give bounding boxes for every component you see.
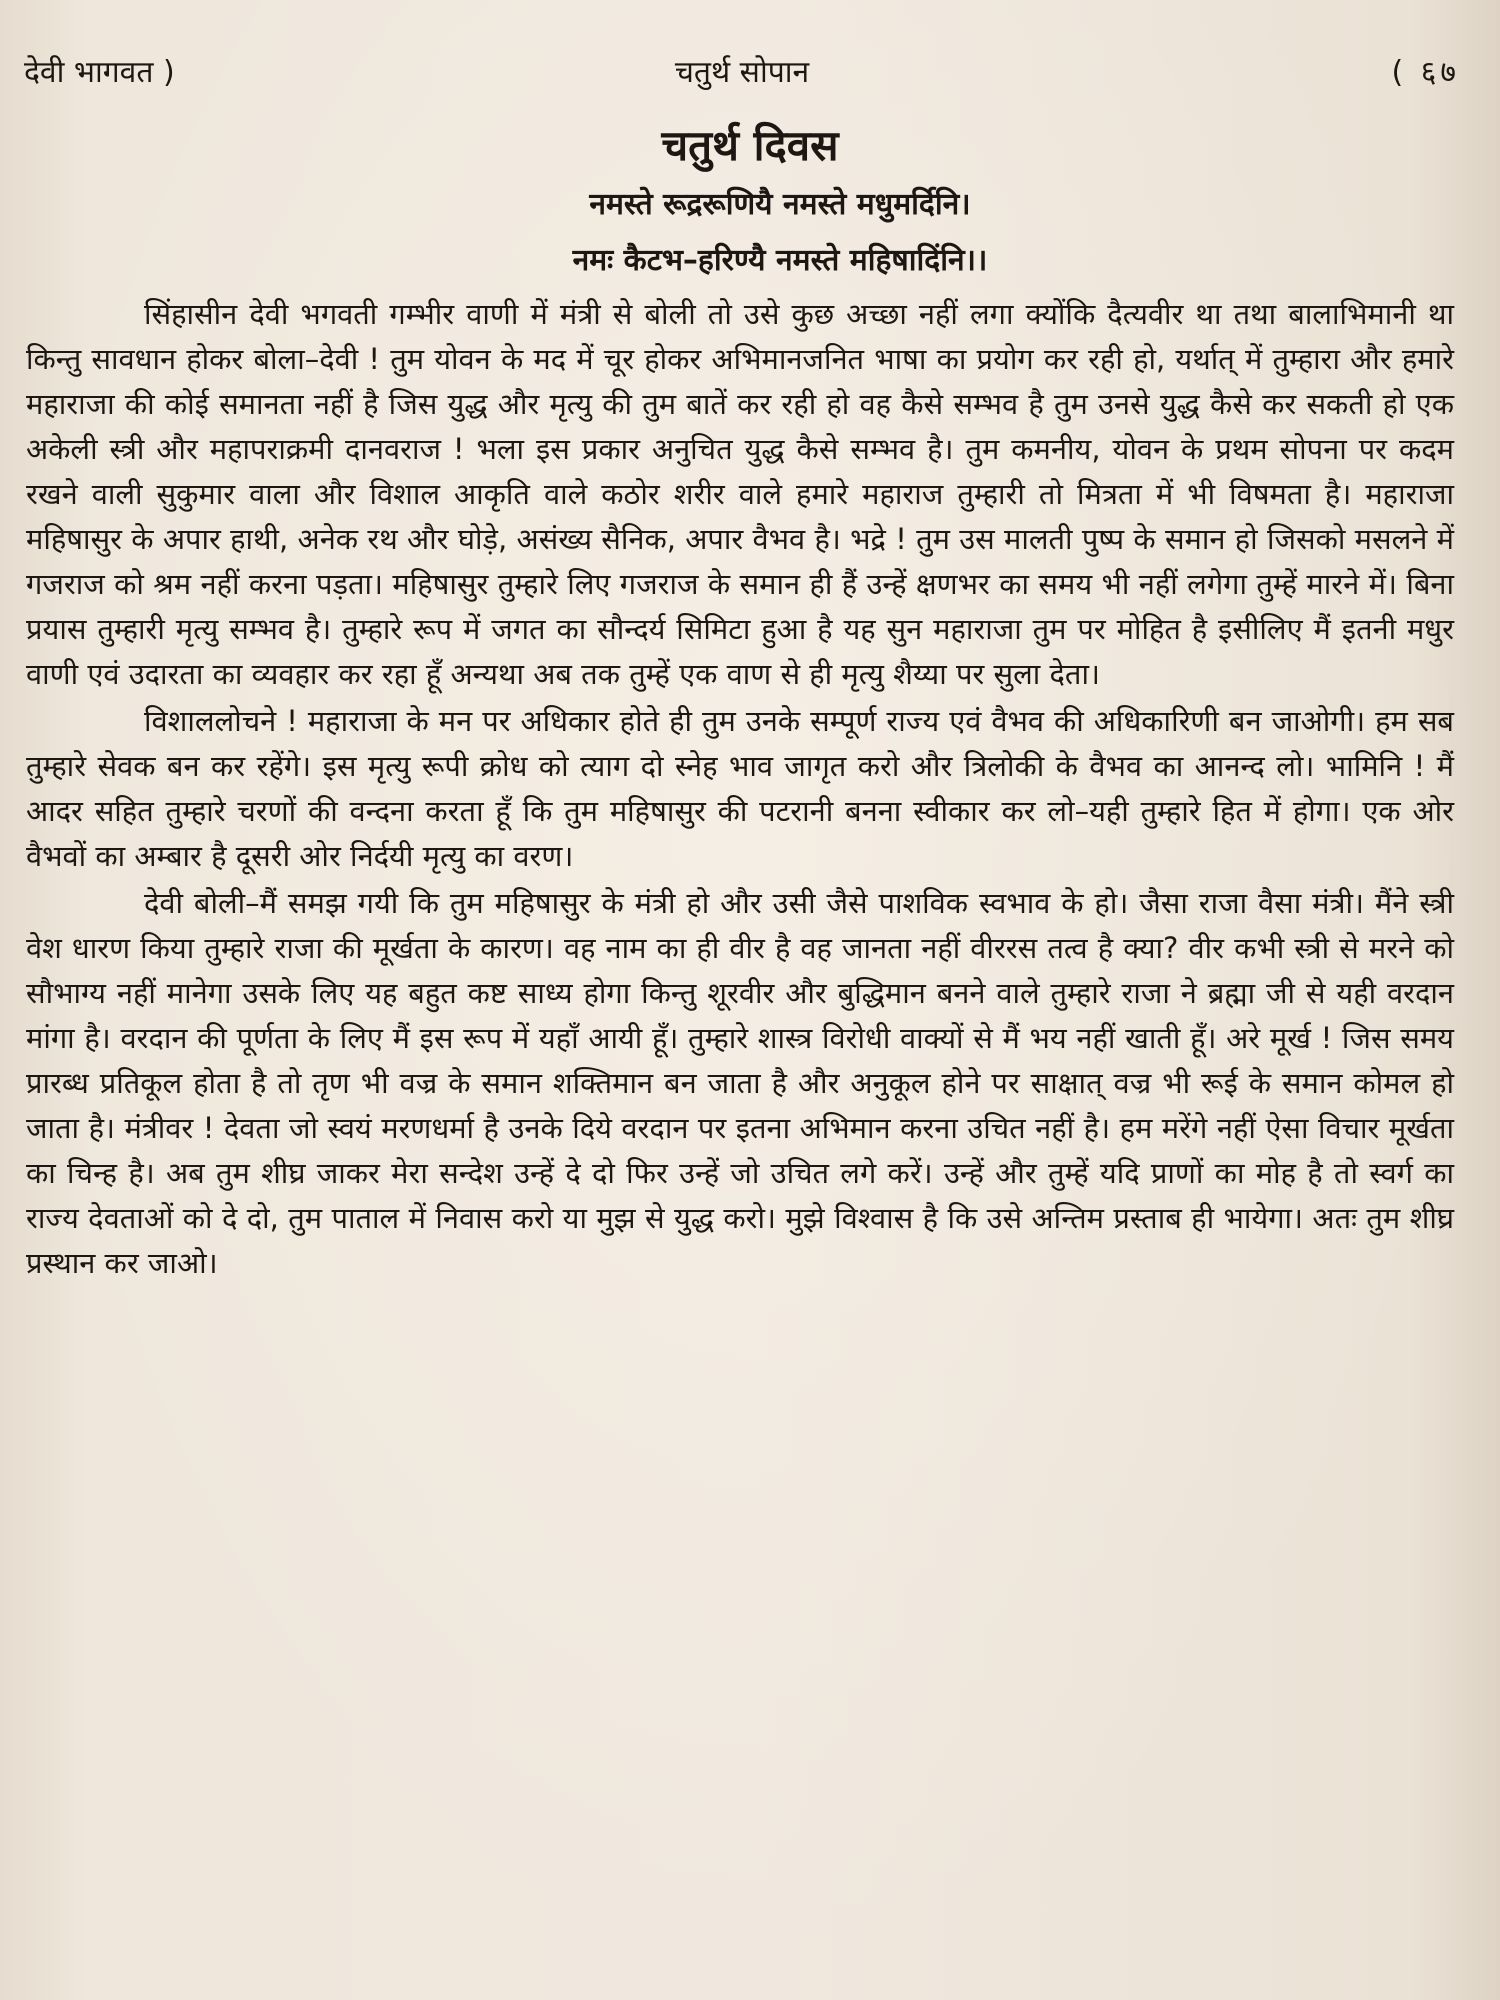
page-number: ( ६७: [1391, 55, 1460, 90]
verse-line-2: नमः कैटभ–हरिण्यै नमस्ते महिषादिंनि।।: [572, 243, 988, 278]
book-title-header: देवी भागवत ): [24, 55, 175, 90]
paragraph-2: विशाललोचने ! महाराजा के मन पर अधिकार होते ही तुम उनके सम्पूर्ण राज्य एवं वैभव की अधिकारिणी बन जाओगी। हम सब तुम्हारे सेवक बन कर रहेंगे। इस मृत्यु रूपी क्रोध को त्याग दो स्नेह भाव जागृत करो और त्रिलोकी के वैभव का आनन्द लो। भामिनि ! मैं आदर सहित तुम्हारे चरणों की वन्दना करता हूँ कि तुम महिषासुर की पटरानी बनना स्वीकार कर लो–यही तुम्हारे हित में होगा। एक ओर वैभवों का अम्बार है दूसरी ओर निर्दयी मृत्यु का वरण।: [26, 704, 1454, 873]
running-header: [24, 48, 1460, 98]
body-text: [26, 292, 1454, 1288]
chapter-title-header: चतुर्थ सोपान: [674, 55, 810, 90]
paragraph-1: सिंहासीन देवी भगवती गम्भीर वाणी में मंत्री से बोली तो उसे कुछ अच्छा नहीं लगा क्योंकि दैत्यवीर था तथा बालाभिमानी था किन्तु सावधान होकर बोला–देवी ! तुम योवन के मद में चूर होकर अभिमानजनित भाषा का प्रयोग कर रही हो, यर्थात् में तुम्हारा और हमारे महाराजा की कोई समानता नहीं है जिस युद्ध और मृत्यु की तुम बातें कर रही हो वह कैसे सम्भव है तुम उनसे युद्ध कैसे कर सकती हो एक अकेली स्त्री और महापराक्रमी दानवराज ! भला इस प्रकार अनुचित युद्ध कैसे सम्भव है। तुम कमनीय, योवन के प्रथम सोपना पर कदम रखने वाली सुकुमार वाला और विशाल आकृति वाले कठोर शरीर वाले हमारे महाराज तुम्हारी तो मित्रता में भी विषमता है। महाराजा महिषासुर के अपार हाथी, अनेक रथ और घोड़े, असंख्य सैनिक, अपार वैभव है। भद्रे ! तुम उस मालती पुष्प के समान हो जिसको मसलने में गजराज को श्रम नहीं करना पड़ता। महिषासुर तुम्हारे लिए गजराज के समान ही हैं उन्हें क्षणभर का समय भी नहीं लगेगा तुम्हें मारने में। बिना प्रयास तुम्हारी मृत्यु सम्भव है। तुम्हारे रूप में जगत का सौन्दर्य सिमिटा हुआ है यह सुन महाराजा तुम पर मोहित है इसीलिए मैं इतनी मधुर वाणी एवं उदारता का व्यवहार कर रहा हूँ अन्यथा अब तक तुम्हें एक वाण से ही मृत्यु शैय्या पर सुला देता।: [26, 297, 1454, 691]
verse-line-1: नमस्ते रूद्ररूणियै नमस्ते मधुमर्दिनि।: [589, 187, 971, 222]
paragraph-3: देवी बोली–मैं समझ गयी कि तुम महिषासुर के मंत्री हो और उसी जैसे पाशविक स्वभाव के हो। जैसा राजा वैसा मंत्री। मैंने स्त्री वेश धारण किया तुम्हारे राजा की मूर्खता के कारण। वह नाम का ही वीर है वह जानता नहीं वीररस तत्व है क्या? वीर कभी स्त्री से मरने को सौभाग्य नहीं मानेगा उसके लिए यह बहुत कष्ट साध्य होगा किन्तु शूरवीर और बुद्धिमान बनने वाले तुम्हारे राजा ने ब्रह्मा जी से यही वरदान मांगा है। वरदान की पूर्णता के लिए मैं इस रूप में यहाँ आयी हूँ। तुम्हारे शास्त्र विरोधी वाक्यों से मैं भय नहीं खाती हूँ। अरे मूर्ख ! जिस समय प्रारब्ध प्रतिकूल होता है तो तृण भी वज्र के समान शक्तिमान बन जाता है और अनुकूल होने पर साक्षात् वज्र भी रूई के समान कोमल हो जाता है। मंत्रीवर ! देवता जो स्वयं मरणधर्मा है उनके दिये वरदान पर इतना अभिमान करना उचित नहीं है। हम मरेंगे नहीं ऐसा विचार मूर्खता का चिन्ह है। अब तुम शीघ्र जाकर मेरा सन्देश उन्हें दे दो फिर उन्हें जो उचित लगे करें। उन्हें और तुम्हें यदि प्राणों का मोह है तो स्वर्ग का राज्य देवताओं को दे दो, तुम पाताल में निवास करो या मुझ से युद्ध करो। मुझे विश्वास है कि उसे अन्तिम प्रस्ताब ही भायेगा। अतः तुम शीघ्र प्रस्थान कर जाओ।: [26, 886, 1455, 1280]
section-heading: चतुर्थ दिवस: [661, 121, 839, 170]
